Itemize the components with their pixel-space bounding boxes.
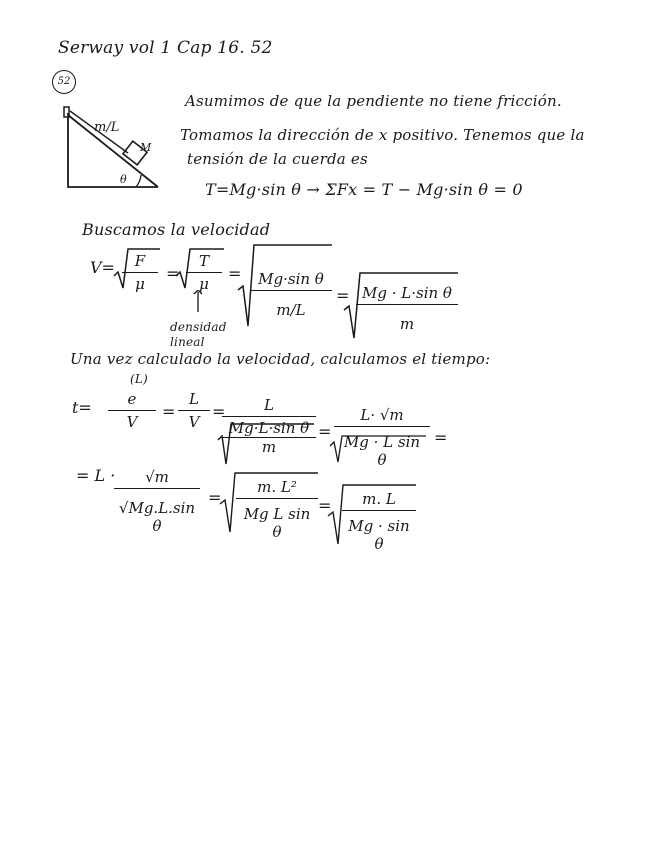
equals-sign: =: [212, 402, 226, 421]
frac-num: Mg · L·sin θ: [362, 284, 452, 302]
fraction-m-l2: [236, 478, 318, 541]
equals-sign: =: [336, 286, 350, 305]
frac-num: m. L: [362, 490, 396, 508]
inner-den: m: [222, 437, 316, 456]
frac-num: √m: [145, 468, 169, 486]
angle-label: θ: [120, 173, 127, 186]
fraction-e-over-v: [108, 390, 156, 431]
density-note: densidad lineal: [170, 320, 227, 349]
t-equals: t=: [72, 398, 92, 417]
frac-num: L: [189, 390, 199, 408]
l-annotation: (L): [130, 372, 148, 386]
note-line-3: tensión de la cuerda es: [187, 150, 368, 168]
fraction-f-over-mu: [122, 252, 158, 293]
frac-num: T: [198, 252, 209, 270]
frac-den: Mg L sin θ: [236, 498, 318, 541]
equals-sign: =: [166, 264, 180, 283]
problem-number-circle: 52: [52, 70, 76, 94]
v-equals: V=: [90, 258, 115, 277]
tension-equation: T=Mg·sin θ → ΣFx = T − Mg·sin θ = 0: [205, 180, 523, 199]
frac-num: F: [134, 252, 146, 270]
density-arrow: [186, 290, 206, 320]
equals-sign: =: [208, 488, 222, 507]
equals-sign: =: [434, 428, 448, 447]
time-heading: Una vez calculado la velocidad, calculamos el tiempo:: [70, 350, 491, 368]
velocity-heading: Buscamos la velocidad: [82, 220, 271, 239]
inner-num: Mg·L·sin θ: [228, 419, 310, 437]
frac-den: √Mg.L.sin θ: [114, 488, 200, 535]
frac-den: V: [108, 410, 156, 431]
frac-num: Mg·sin θ: [258, 270, 324, 288]
frac-den: μ: [122, 272, 158, 293]
frac-den: Mg · sin θ: [342, 510, 416, 553]
page-header: Serway vol 1 Cap 16. 52: [58, 38, 273, 58]
note-line-2: Tomamos la dirección de x positivo. Tenemos que la: [180, 126, 585, 144]
frac-den: Mg · L sin θ: [334, 426, 430, 469]
equals-sign: =: [318, 422, 332, 441]
block-label: M: [140, 141, 152, 154]
equals-sign: =: [228, 264, 242, 283]
frac-num: L: [264, 396, 274, 414]
angle-arc: [136, 175, 141, 187]
fraction-l-over-v: [178, 390, 210, 431]
frac-den: m: [356, 304, 458, 333]
incline-diagram: [58, 105, 168, 195]
fraction-mg-sin-over-m-l: [250, 270, 332, 319]
note-line-1: Asumimos de que la pendiente no tiene fricción.: [185, 92, 562, 110]
frac-num: L· √m: [360, 406, 404, 424]
pulley-post: [64, 107, 69, 117]
frac-num: e: [127, 390, 137, 408]
radical-t4: [328, 432, 428, 464]
frac-num: m. L²: [257, 478, 297, 496]
fraction-m-l-over-mg-sin: [342, 490, 416, 553]
fraction-t-over-mu: [186, 252, 222, 293]
frac-den: V: [178, 410, 210, 431]
radical-t3: [216, 420, 316, 468]
fraction-root-m-over-root: [114, 468, 200, 535]
fraction-mg-l-sin-over-m: [356, 284, 458, 333]
row2-equals-l: = L ·: [76, 466, 116, 485]
equals-sign: =: [162, 402, 176, 421]
rope-label: m/L: [94, 120, 120, 135]
frac-den: m/L: [250, 290, 332, 319]
equals-sign: =: [318, 496, 332, 515]
frac-den: μ: [186, 272, 222, 293]
